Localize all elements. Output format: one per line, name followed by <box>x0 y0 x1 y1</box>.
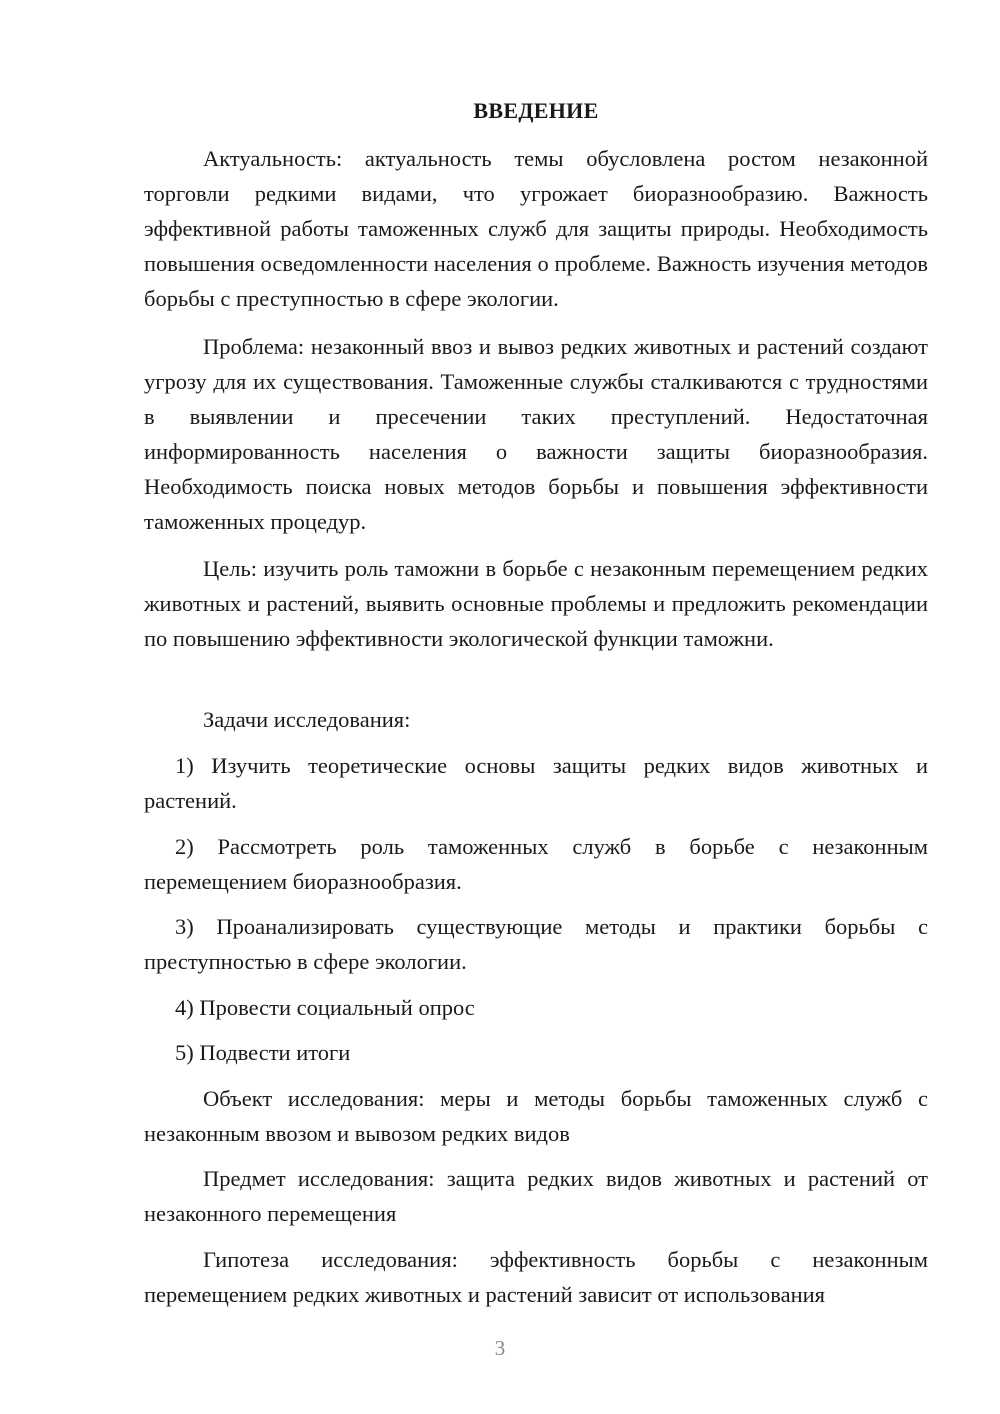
list-item: 2) Рассмотреть роль таможенных служб в борьбе с незаконным перемещением биоразнообразия. <box>144 834 928 894</box>
paragraph-problem: Проблема: незаконный ввоз и вывоз редких животных и растений создают угрозу для их существования. Таможенные службы сталкиваются с трудностями в выявлении и пресечении таких преступлений. Недостаточная информированность населения о важности защиты биоразнообразия. Необходимость поиска новых методов борьбы и повышения эффективности таможенных процедур. <box>144 334 928 534</box>
list-item: 4) Провести социальный опрос <box>175 995 475 1020</box>
tasks-title: Задачи исследования: <box>203 707 411 732</box>
paragraph-goal: Цель: изучить роль таможни в борьбе с незаконным перемещением редких животных и растений, выявить основные проблемы и предложить рекомендации по повышению эффективности экологической функции таможни. <box>144 556 928 651</box>
section-heading: ВВЕДЕНИЕ <box>473 98 599 123</box>
paragraph-hypothesis: Гипотеза исследования: эффективность борьбы с незаконным перемещением редких животных и растений зависит от использования <box>144 1247 928 1307</box>
page-number: 3 <box>494 1336 506 1360</box>
paragraph-subject: Предмет исследования: защита редких видов животных и растений от незаконного перемещения <box>144 1166 928 1226</box>
paragraph-relevance: Актуальность: актуальность темы обусловлена ростом незаконной торговли редкими видами, что угрожает биоразнообразию. Важность эффективной работы таможенных служб для защиты природы. Необходимость повышения осведомленности населения о проблеме. Важность изучения методов борьбы с преступностью в сфере экологии. <box>144 146 928 311</box>
list-item: 3) Проанализировать существующие методы и практики борьбы с преступностью в сфере экологии. <box>144 914 928 974</box>
list-item: 1) Изучить теоретические основы защиты редких видов животных и растений. <box>144 753 928 813</box>
paragraph-object: Объект исследования: меры и методы борьбы таможенных служб с незаконным ввозом и вывозом редких видов <box>144 1086 928 1146</box>
list-item: 5) Подвести итоги <box>175 1040 351 1065</box>
